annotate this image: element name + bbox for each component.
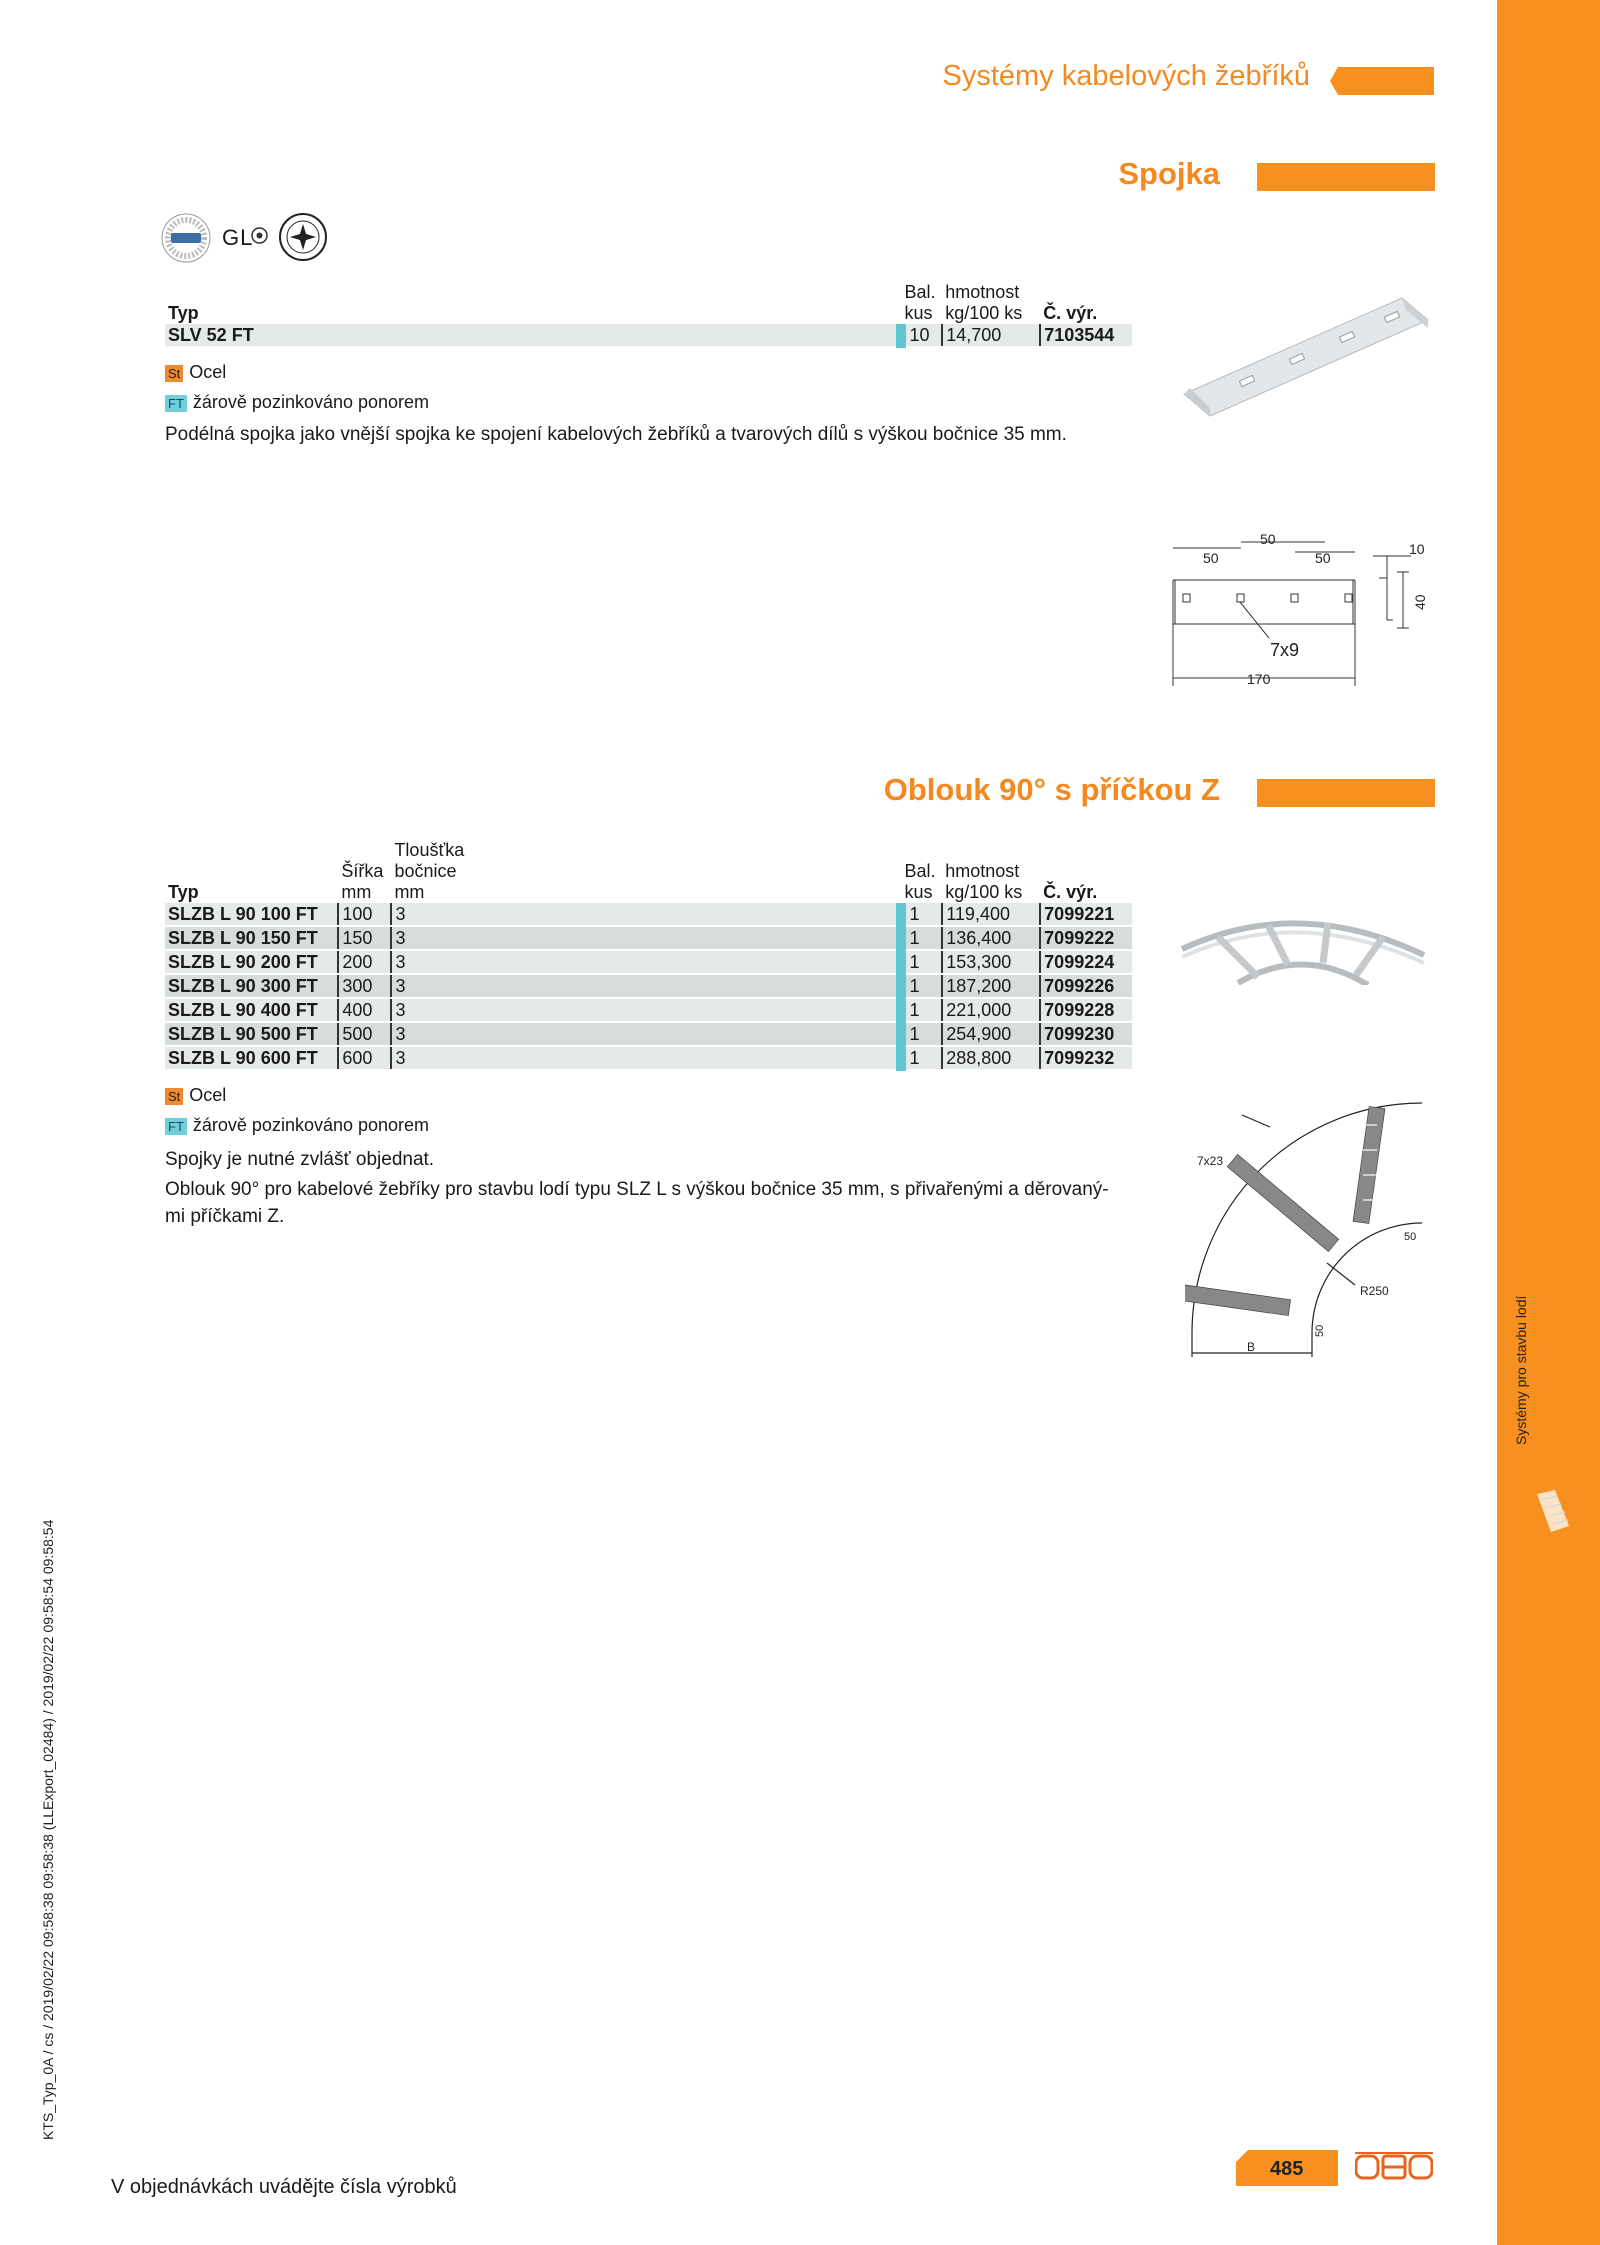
dim-50-right: 50	[1315, 550, 1331, 566]
table-row: SLZB L 90 200 FT 200 3 1 153,300 7099224	[165, 950, 1132, 974]
col-sirka: Šířka mm	[341, 861, 384, 902]
finish-line: FT žárově pozinkováno ponorem	[165, 392, 429, 413]
obo-logo	[1355, 2150, 1433, 2184]
table-row: SLV 52 FT 10 14,700 7103544	[165, 324, 1132, 347]
table-row: SLZB L 90 400 FT 400 3 1 221,000 7099228	[165, 998, 1132, 1022]
hole-size: 7x9	[1270, 640, 1300, 660]
register-of-shipping-cert-icon	[278, 212, 328, 262]
oblouk-description-line1: Oblouk 90° pro kabelové žebříky pro stavbu lodí typu SLZ L s výškou bočnice 35 mm, s přivařenými a děrovaný-	[165, 1179, 1109, 1200]
header-accent-bar	[1330, 67, 1434, 95]
sidebar-label: Systémy pro stavbu lodí	[1513, 1295, 1529, 1445]
gl-cert-text: GL	[222, 225, 254, 250]
oblouk-description-line2: mi příčkami Z.	[165, 1206, 285, 1227]
section-title-oblouk: Oblouk 90° s příčkou Z	[883, 772, 1220, 807]
dim-50-top: 50	[1260, 531, 1276, 547]
finish-line: FT žárově pozinkováno ponorem	[165, 1115, 429, 1136]
dim-40: 40	[1412, 594, 1428, 610]
col-hmotnost: hmotnost kg/100 ks	[945, 282, 1023, 323]
dim-50-bottom: 50	[1314, 1324, 1326, 1337]
col-cislo-vyrobku: Č. výr.	[1043, 882, 1098, 902]
dim-50-left: 50	[1203, 550, 1219, 566]
hole-size: 7x23	[1197, 1154, 1224, 1168]
dim-50-side: 50	[1404, 1231, 1417, 1243]
oblouk-product-table	[165, 840, 1132, 1071]
spojka-product-image	[1170, 290, 1430, 420]
oblouk-note: Spojky je nutné zvlášť objednat.	[165, 1149, 435, 1170]
footer-note: V objednávkách uvádějte čísla výrobků	[111, 2176, 457, 2198]
gl-cert-icon	[251, 227, 268, 244]
col-hmotnost: hmotnost kg/100 ks	[945, 861, 1023, 902]
oblouk-product-image	[1178, 905, 1428, 985]
spojka-technical-drawing	[1165, 528, 1435, 698]
page-header-title: Systémy kabelových žebříků	[942, 60, 1310, 92]
material-line: St Ocel	[165, 362, 226, 383]
section-title-spojka: Spojka	[1118, 156, 1220, 191]
table-row: SLZB L 90 300 FT 300 3 1 187,200 7099226	[165, 974, 1132, 998]
col-tloustka: Tloušťka bočnice mm	[394, 840, 465, 902]
page-number: 485	[1270, 2158, 1304, 2180]
ladder-thumbnail-icon	[1535, 1488, 1571, 1534]
oblouk-technical-drawing	[1185, 1095, 1430, 1365]
table-row: SLZB L 90 500 FT 500 3 1 254,900 7099230	[165, 1022, 1132, 1046]
table-row: SLZB L 90 100 FT 100 3 1 119,400 7099221	[165, 903, 1132, 926]
table-row: SLZB L 90 150 FT 150 3 1 136,400 7099222	[165, 926, 1132, 950]
sidebar-strip	[1497, 0, 1600, 2245]
dim-170: 170	[1247, 671, 1271, 687]
spojka-description: Podélná spojka jako vnější spojka ke spojení kabelových žebříků a tvarových dílů s výškou bočnice 35 mm.	[165, 424, 1067, 445]
col-typ: Typ	[168, 303, 199, 323]
dnv-gl-cert-icon	[160, 212, 212, 264]
section-accent-bar	[1257, 163, 1435, 191]
col-bal: Bal. kus	[904, 282, 936, 323]
dim-radius: R250	[1360, 1284, 1389, 1298]
spojka-product-table	[165, 282, 1132, 348]
dim-b: B	[1247, 1340, 1256, 1354]
section-accent-bar	[1257, 779, 1435, 807]
material-line: St Ocel	[165, 1085, 226, 1106]
col-bal: Bal. kus	[904, 861, 936, 902]
col-typ: Typ	[168, 882, 199, 902]
table-row: SLZB L 90 600 FT 600 3 1 288,800 7099232	[165, 1046, 1132, 1070]
col-cislo-vyrobku: Č. výr.	[1043, 303, 1098, 323]
dim-10: 10	[1409, 541, 1425, 557]
